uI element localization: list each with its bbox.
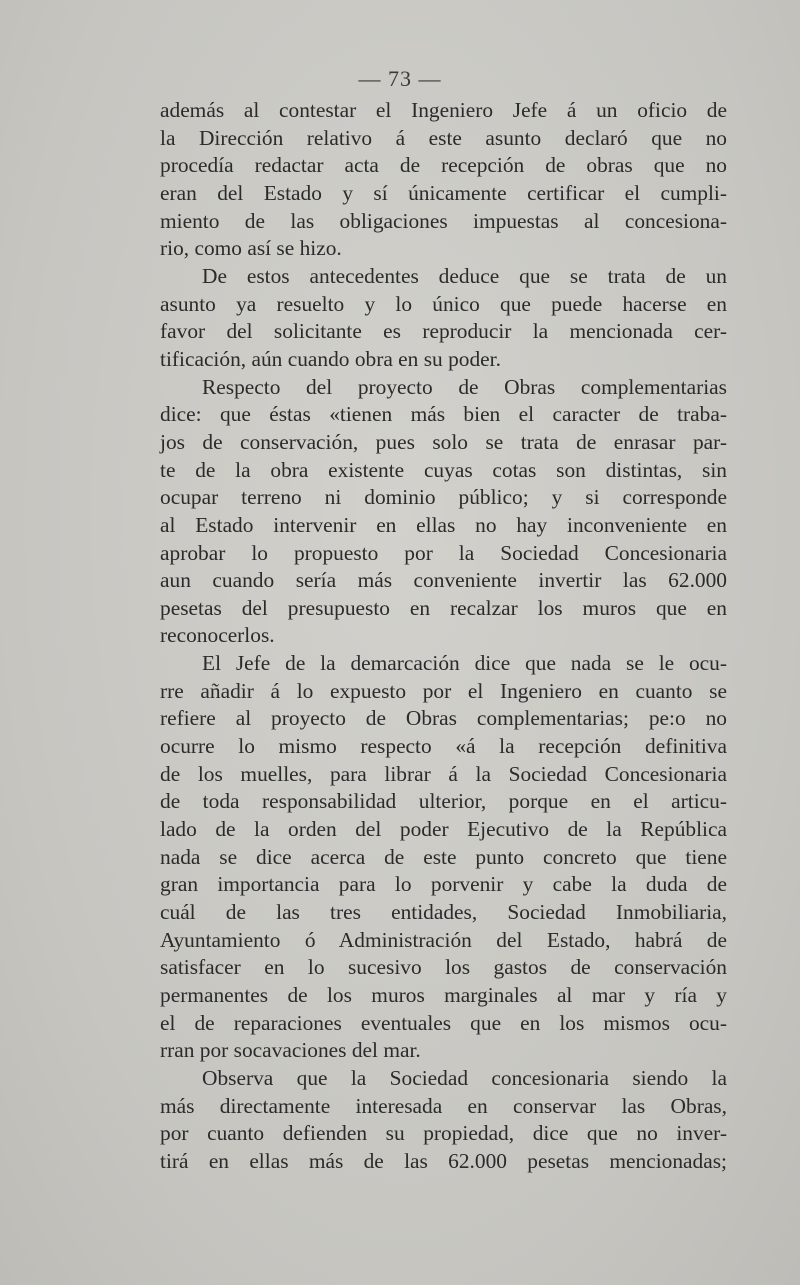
page-number: — 73 — (358, 66, 442, 91)
text-line: De estos antecedentes deduce que se trata de un (202, 263, 727, 288)
text-line: al Estado intervenir en ellas no hay inconveniente en (160, 512, 727, 537)
paragraph (160, 263, 727, 374)
text-line: favor del solicitante es reproducir la mencionada cer- (160, 319, 727, 344)
text-line: eran del Estado y sí únicamente certificar el cumpli- (160, 180, 727, 205)
paragraph (160, 1065, 727, 1176)
text-line: aun cuando sería más conveniente invertir las 62.000 (160, 568, 727, 593)
text-line: el de reparaciones eventuales que en los mismos ocu- (160, 1010, 727, 1035)
body-text (160, 97, 727, 1176)
text-line: lado de la orden del poder Ejecutivo de la República (160, 817, 727, 842)
text-line: por cuanto defienden su propiedad, dice que no inver- (160, 1121, 727, 1146)
text-line: la Dirección relativo á este asunto declaró que no (160, 125, 727, 150)
text-line: rre añadir á lo expuesto por el Ingeniero en cuanto se (160, 678, 727, 703)
text-line: además al contestar el Ingeniero Jefe á un oficio de (160, 98, 727, 122)
text-line: Observa que la Sociedad concesionaria siendo la (202, 1065, 727, 1090)
text-line: ocurre lo mismo respecto «á la recepción definitiva (160, 734, 727, 759)
text-line: satisfacer en lo sucesivo los gastos de conservación (160, 955, 727, 980)
text-line: de toda responsabilidad ulterior, porque en el articu- (160, 789, 727, 814)
paragraph (160, 650, 727, 1065)
text-line: te de la obra existente cuyas cotas son distintas, sin (160, 457, 727, 482)
text-line: tificación, aún cuando obra en su poder. (160, 346, 501, 371)
text-line: ocupar terreno ni dominio público; y si corresponde (160, 485, 727, 510)
text-line: El Jefe de la demarcación dice que nada se le ocu- (202, 651, 727, 676)
text-line: refiere al proyecto de Obras complementarias; pe:o no (160, 706, 727, 731)
paragraph (160, 374, 727, 651)
text-line: rio, como así se hizo. (160, 236, 342, 261)
text-line: cuál de las tres entidades, Sociedad Inmobiliaria, (160, 900, 727, 925)
text-line: procedía redactar acta de recepción de obras que no (160, 153, 727, 178)
text-line: nada se dice acerca de este punto concreto que tiene (160, 844, 727, 869)
text-line: Ayuntamiento ó Administración del Estado, habrá de (160, 927, 727, 952)
text-line: miento de las obligaciones impuestas al concesiona- (160, 208, 727, 233)
text-line: de los muelles, para librar á la Sociedad Concesionaria (160, 761, 727, 786)
text-line: tirá en ellas más de las 62.000 pesetas mencionadas; (160, 1148, 727, 1173)
text-line: dice: que éstas «tienen más bien el caracter de traba- (160, 402, 727, 427)
text-line: Respecto del proyecto de Obras complementarias (202, 374, 727, 399)
text-line: permanentes de los muros marginales al mar y ría y (160, 983, 727, 1007)
text-line: pesetas del presupuesto en recalzar los muros que en (160, 595, 727, 620)
text-line: gran importancia para lo porvenir y cabe la duda de (160, 872, 727, 897)
text-line: más directamente interesada en conservar las Obras, (160, 1093, 727, 1118)
paragraph (160, 97, 727, 263)
text-line: aprobar lo propuesto por la Sociedad Concesionaria (160, 540, 727, 565)
text-line: jos de conservación, pues solo se trata de enrasar par- (160, 429, 727, 454)
text-line: asunto ya resuelto y lo único que puede hacerse en (160, 291, 727, 316)
text-line: reconocerlos. (160, 623, 275, 648)
text-line: rran por socavaciones del mar. (160, 1038, 421, 1063)
